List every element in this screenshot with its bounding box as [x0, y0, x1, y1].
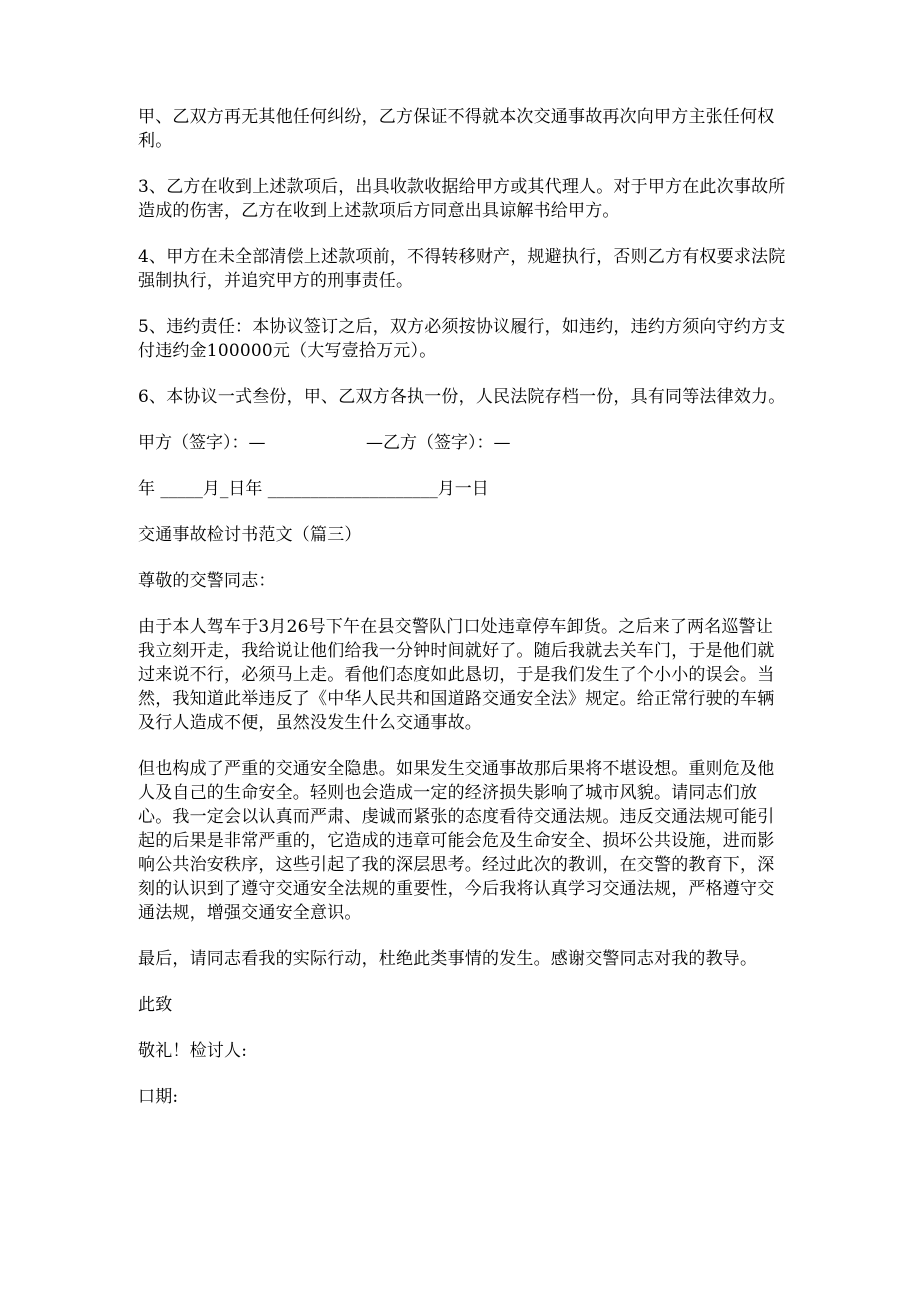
date-line: 年 _____月_日年 ____________________月一日 [138, 479, 489, 499]
body-paragraph-2: 但也构成了严重的交通安全隐患。如果发生交通事故那后果将不堪设想。重则危及他人及自己的生命安全。轻则也会造成一定的经济损失影响了城市风貌。请同志们放心。我一定会以认真而严肃、虔诚而紧张的态度看待交通法规。违反交通法规可能引起的后果是非常严重的，它造成的违章可能会危及生命安全、损坏公共设施，进而影响公共治安秩序，这些引起了我的深层思考。经过此次的教训，在交警的教育下，深刻的认识到了遵守交通安全法规的重要性，今后我将认真学习交通法规，严格遵守交通法规，增强交通安全意识。 [138, 759, 775, 923]
signature-row [138, 431, 788, 455]
paragraph-clause-3: 3、乙方在收到上述款项后，出具收款收据给甲方或其代理人。对于甲方在此次事故所造成的伤害，乙方在收到上述款项后方同意出具谅解书给甲方。 [138, 177, 786, 221]
body-paragraph-1: 由于本人驾车于3月26号下午在县交警队门口处违章停车卸货。之后来了两名巡警让我立刻开走，我给说让他们给我一分钟时间就好了。随后我就去关车门，于是他们就过来说不行，必须马上走。看他们态度如此恳切，于是我们发生了个小小的误会。当然，我知道此举违反了《中华人民共和国道路交通安全法》规定。给正常行驶的车辆及行人造成不便，虽然没发生什么交通事故。 [138, 617, 775, 733]
regards-signer: 敬礼！检讨人: [138, 1041, 248, 1061]
body-paragraph-3: 最后，请同志看我的实际行动，杜绝此类事情的发生。感谢交警同志对我的教导。 [138, 949, 758, 969]
party-b-signature: —乙方（签字）：— [366, 433, 511, 453]
paragraph-clause-6: 6、本协议一式叁份，甲、乙双方各执一份，人民法院存档一份，具有同等法律效力。 [138, 387, 786, 407]
closing: 此致 [138, 995, 173, 1015]
paragraph-clause-5: 5、违约责任：本协议签订之后，双方必须按协议履行，如违约，违约方须向守约方支付违约金100000元（大写壹拾万元）。 [138, 317, 786, 361]
paragraph-dispute-clause: 甲、乙双方再无其他任何纠纷，乙方保证不得就本次交通事故再次向甲方主张任何权利。 [138, 107, 775, 151]
salutation: 尊敬的交警同志： [138, 571, 276, 591]
paragraph-clause-4: 4、甲方在未全部清偿上述款项前，不得转移财产，规避执行，否则乙方有权要求法院强制执行，并追究甲方的刑事责任。 [138, 247, 786, 291]
date-label: 口期: [138, 1087, 179, 1107]
party-a-signature: 甲方（签字）：— [138, 433, 266, 453]
document-page [138, 105, 788, 1131]
section-title: 交通事故检讨书范文（篇三） [138, 525, 362, 545]
